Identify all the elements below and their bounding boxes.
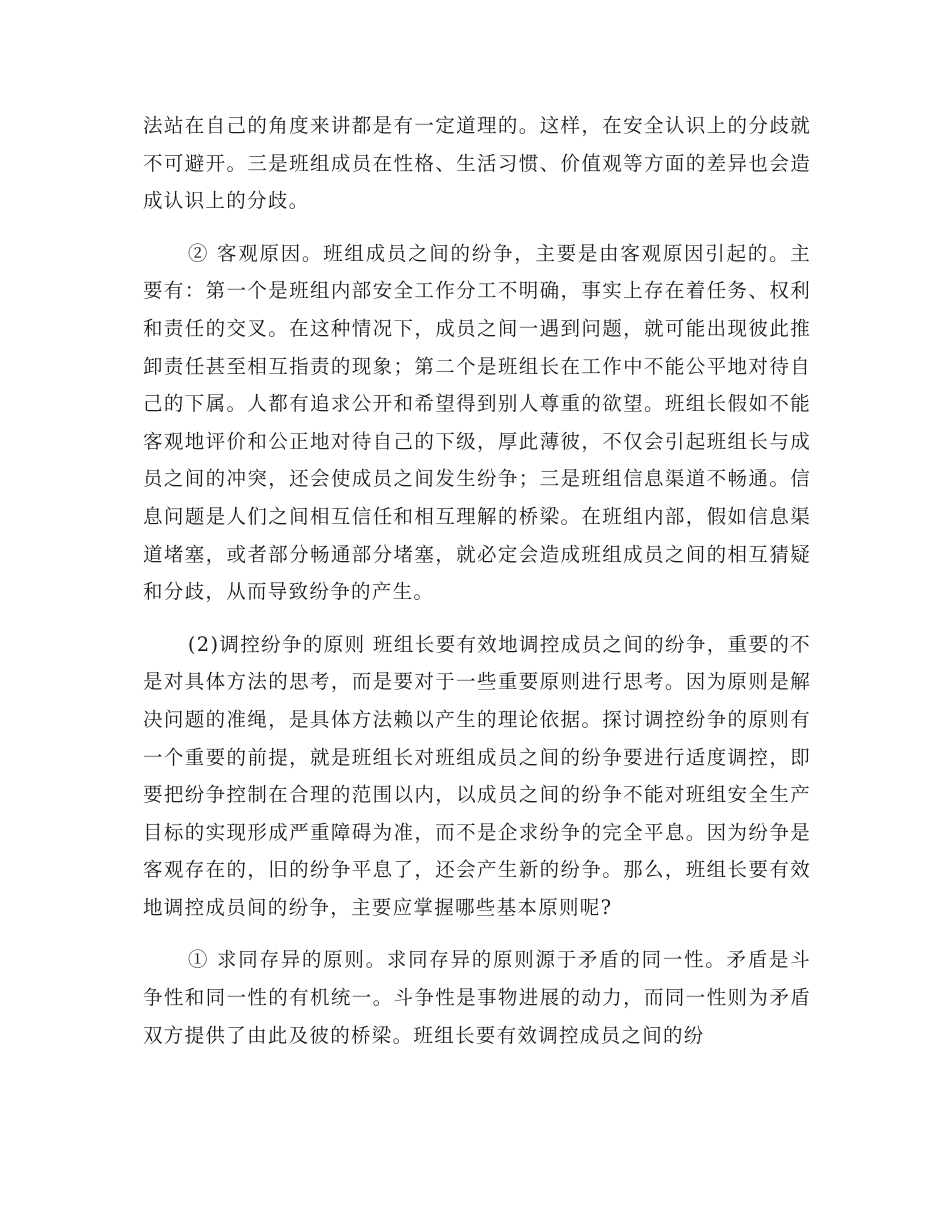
paragraph-2: ② 客观原因。班组成员之间的纷争，主要是由客观原因引起的。主要有：第一个是班组内部安全工作分工不明确，事实上存在着任务、权利和责任的交叉。在这种情况下，成员之间一遇到问题，就可能出现彼此推卸责任甚至相互指责的现象；第二个是班组长在工作中不能公平地对待自己的下属。人都有追求公开和希望得到别人尊重的欲望。班组长假如不能客观地评价和公正地对待自己的下级，厚此薄彼，不仅会引起班组长与成员之间的冲突，还会使成员之间发生纷争；三是班组信息渠道不畅通。信息问题是人们之间相互信任和相互理解的桥梁。在班组内部，假如信息渠道堵塞，或者部分畅通部分堵塞，就必定会造成班组成员之间的相互猜疑和分歧，从而导致纷争的产生。 [143,241,811,604]
paragraph-4: ① 求同存异的原则。求同存异的原则源于矛盾的同一性。矛盾是斗争性和同一性的有机统一。斗争性是事物进展的动力，而同一性则为矛盾双方提供了由此及彼的桥梁。班组长要有效调控成员之间的纷 [143,948,811,1047]
paragraph-3: (2)调控纷争的原则 班组长要有效地调控成员之间的纷争，重要的不是对具体方法的思考，而是要对于一些重要原则进行思考。因为原则是解决问题的准绳，是具体方法赖以产生的理论依据。探讨调控纷争的原则有一个重要的前提，就是班组长对班组成员之间的纷争要进行适度调控，即要把纷争控制在合理的范围以内，以成员之间的纷争不能对班组安全生产目标的实现形成严重障碍为准，而不是企求纷争的完全平息。因为纷争是客观存在的，旧的纷争平息了，还会产生新的纷争。那么，班组长要有效地调控成员间的纷争，主要应掌握哪些基本原则呢? [143,632,811,919]
paragraph-1: 法站在自己的角度来讲都是有一定道理的。这样，在安全认识上的分歧就不可避开。三是班组成员在性格、生活习惯、价值观等方面的差异也会造成认识上的分歧。 [143,114,811,213]
document-body [143,107,811,1054]
